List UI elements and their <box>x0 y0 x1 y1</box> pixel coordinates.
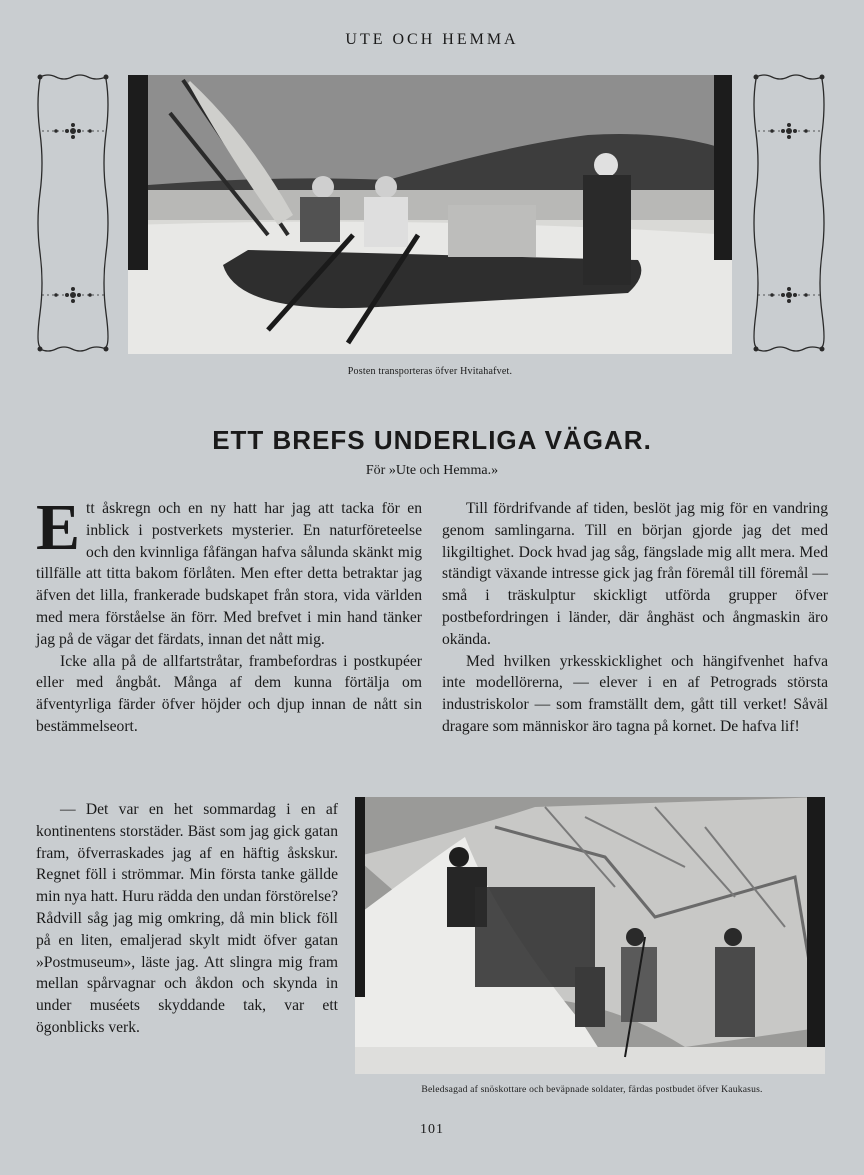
paragraph: Ett åskregn och en ny hatt har jag att tacka för en inblick i postverkets mysterier. En naturföreteelse och den kvinnliga fåfängan hafva sålunda skänkt mig tillfälle att titta bakom förlåten. Men efter detta betraktar jag äfven det lilla, frankerade budskapet från stora, vida världen med mera förståelse än förr. Med brefvet i min hand tänker jag på de vägar det färdats, innan det nått mig. <box>36 491 422 648</box>
left-ornament-border <box>36 73 110 353</box>
article-title: ETT BREFS UNDERLIGA VÄGAR. <box>212 425 652 455</box>
bottom-photo-caucasus <box>355 797 825 1074</box>
paragraph: Med hvilken yrkesskicklighet och hängifvenhet hafva inte modellörerna, — elever i en af Petrograds största industriskolor — som framställt dem, gått till verket! Såväl dragare som människor äro tagna på kornet. De hafva lif! <box>442 652 828 735</box>
left-column-lower-text <box>36 799 338 1039</box>
top-photo-boat-on-ice <box>128 75 732 354</box>
paragraph: — Det var en het sommardag i en af kontinentens storstäder. Bäst som jag gick gatan fram, öfverraskades jag af en häftig åskskur. Regnet föll i strömmar. Min första tanke gällde min nya hatt. Huru rädda den undan förstörelse? Rådvill såg jag mig omkring, då min blick föll på en liten, emaljerad skylt midt öfver gatan »Postmuseum», läste jag. Att slingra mig fram mellan spårvagnar och åkdon och skynda in under muséets skyddande tak, var ett ögonblicks verk. <box>36 801 338 1036</box>
paragraph: Till fördrifvande af tiden, beslöt jag mig för en vandring genom samlingarna. Till en början gjorde jag det med likgiltighet. Dock hvad jag såg, fängslade mig allt mera. Med ständigt växande intresse gick jag från föremål till föremål — små i träskulptur skickligt utförda grupper öfver postbefordringen i länder, där ånghäst och ångmaskin äro okända. <box>442 500 828 648</box>
paragraph: Icke alla på de allfartstråtar, frambefordras i postkupéer eller med ångbåt. Många af dem kunna förtälja om äfventyrliga färder öfver höjder och djup innan de nått sin bestämmelseort. <box>36 652 422 735</box>
right-column-text <box>442 498 828 738</box>
running-header: UTE OCH HEMMA <box>345 31 519 48</box>
page-number: 101 <box>420 1122 444 1137</box>
bottom-photo-caption: Beledsagad af snöskottare och beväpnade soldater, färdas postbudet öfver Kaukasus. <box>421 1084 763 1095</box>
floral-border-icon <box>752 73 826 353</box>
article-byline: För »Ute och Hemma.» <box>365 463 499 478</box>
right-ornament-border <box>752 73 826 353</box>
top-photo-caption: Posten transporteras öfver Hvitahafvet. <box>347 366 513 377</box>
floral-border-icon <box>36 73 110 353</box>
drop-cap: E <box>36 491 81 564</box>
left-column-text <box>36 491 422 738</box>
